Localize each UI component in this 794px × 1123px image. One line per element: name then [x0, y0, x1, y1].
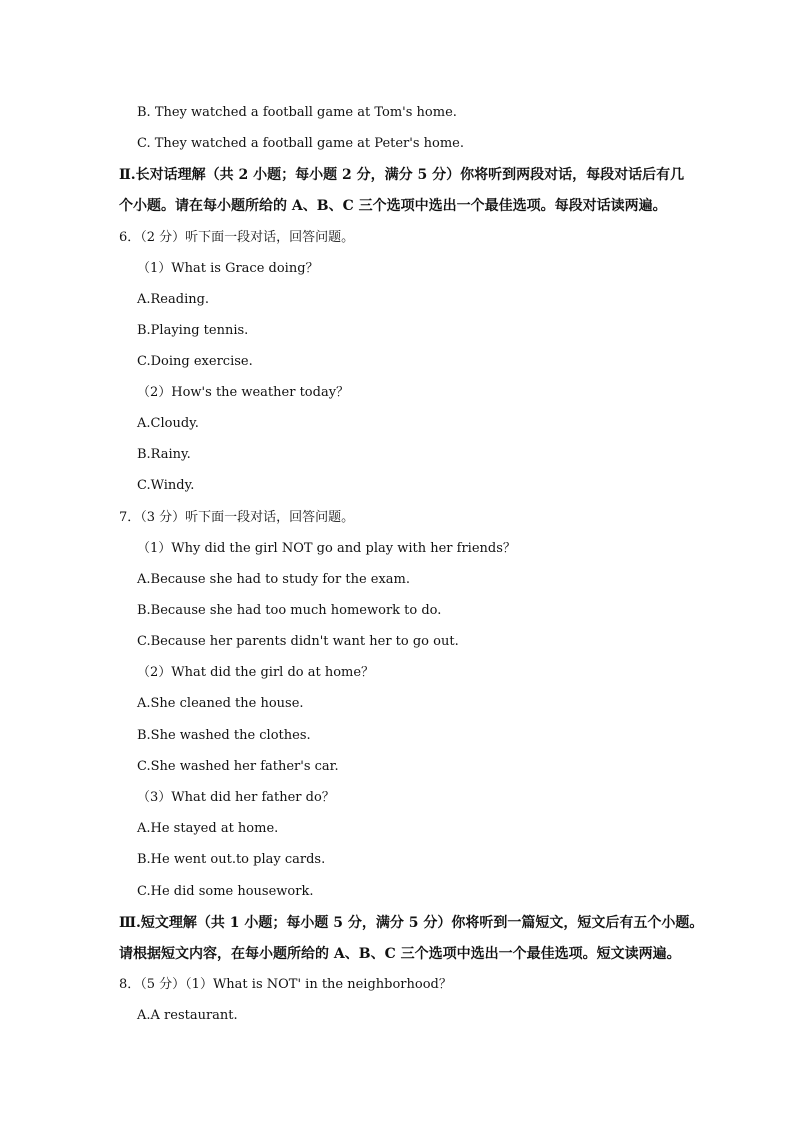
question-6-2-prompt: （2）How's the weather today？	[137, 385, 350, 400]
section-2-heading-line-2: 个小题。请在每小题所给的 A、B、C 三个选项中选出一个最佳选项。每段对话读两遍。	[119, 198, 667, 214]
section-3-heading-line-1: Ⅲ.短文理解（共 1 小题；每小题 5 分，满分 5 分）你将听到一篇短文，短文后有五个小题。	[119, 915, 704, 931]
question-7-1-option-b: B.Because she had too much homework to do.	[137, 603, 442, 618]
question-6-1-prompt: （1）What is Grace doing？	[137, 261, 319, 276]
question-6-stem: 6．（2 分）听下面一段对话，回答问题。	[119, 230, 355, 245]
option-c-football-peter: C. They watched a football game at Peter's home.	[137, 136, 465, 151]
question-8-1-prompt: 8．（5 分）（1）What is NOT' in the neighborhood？	[119, 977, 452, 992]
question-7-3-option-b: B.He went out.to play cards.	[137, 852, 326, 867]
question-6-2-option-c: C.Windy.	[137, 478, 195, 493]
question-7-3-prompt: （3）What did her father do？	[137, 790, 335, 805]
question-7-1-option-a: A.Because she had to study for the exam.	[137, 572, 411, 587]
question-7-2-option-a: A.She cleaned the house.	[137, 696, 304, 711]
question-7-3-option-a: A.He stayed at home.	[137, 821, 279, 836]
question-8-1-option-a: A.A restaurant.	[137, 1008, 238, 1023]
question-7-2-prompt: （2）What did the girl do at home？	[137, 665, 375, 680]
question-7-1-option-c: C.Because her parents didn't want her to go out.	[137, 634, 459, 649]
question-6-1-option-b: B.Playing tennis.	[137, 323, 249, 338]
question-7-stem: 7．（3 分）听下面一段对话，回答问题。	[119, 510, 355, 525]
question-6-1-option-c: C.Doing exercise.	[137, 354, 253, 369]
question-6-2-option-b: B.Rainy.	[137, 447, 191, 462]
question-7-3-option-c: C.He did some housework.	[137, 884, 314, 899]
question-6-1-option-a: A.Reading.	[137, 292, 210, 307]
option-b-football-tom: B. They watched a football game at Tom's home.	[137, 105, 457, 120]
question-6-2-option-a: A.Cloudy.	[137, 416, 199, 431]
section-3-heading-line-2: 请根据短文内容，在每小题所给的 A、B、C 三个选项中选出一个最佳选项。短文读两遍。	[119, 946, 681, 962]
question-7-2-option-c: C.She washed her father's car.	[137, 759, 339, 774]
question-7-2-option-b: B.She washed the clothes.	[137, 728, 311, 743]
question-7-1-prompt: （1）Why did the girl NOT go and play with her friends？	[137, 541, 516, 556]
section-2-heading-line-1: Ⅱ.长对话理解（共 2 小题；每小题 2 分，满分 5 分）你将听到两段对话，每段对话后有几	[119, 167, 685, 183]
